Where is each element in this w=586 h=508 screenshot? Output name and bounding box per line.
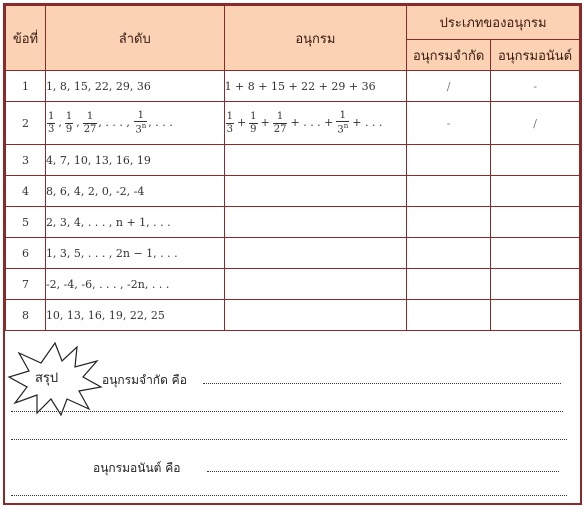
row-no: 1 [6,71,46,102]
row-no: 7 [6,269,46,300]
table-row [6,207,580,238]
row-series: 1 + 8 + 15 + 22 + 29 + 36 [224,71,407,102]
worksheet [3,3,582,505]
header-type: ประเภทของอนุกรม [407,6,580,40]
summary-label: สรุป [35,371,59,386]
table-row [6,300,580,331]
row-no: 2 [6,102,46,145]
row-no: 8 [6,300,46,331]
row-sequence: 4, 7, 10, 13, 16, 19 [45,145,224,176]
row-series-answer[interactable] [224,207,407,238]
fraction: $\frac{1}{9}$ [250,111,257,135]
row-no: 4 [6,176,46,207]
row-series-answer[interactable] [224,238,407,269]
row-finite-mark[interactable] [407,238,491,269]
row-infinite-mark[interactable] [491,238,580,269]
row-infinite-mark[interactable] [491,269,580,300]
fraction: $\frac{1}{27}$ [273,111,287,135]
summary-section [5,329,580,503]
series-table [5,5,580,331]
fraction: $\frac{1}{27}$ [83,111,97,135]
row-finite-mark[interactable] [407,269,491,300]
fraction: $\frac{1}{9}$ [65,111,73,135]
finite-answer-line[interactable] [11,411,563,412]
table-row [6,145,580,176]
table-row [6,176,580,207]
row-infinite-mark[interactable] [491,145,580,176]
row-finite-mark[interactable] [407,176,491,207]
row-sequence: 8, 6, 4, 2, 0, -2, -4 [45,176,224,207]
row-no: 6 [6,238,46,269]
infinite-answer-line[interactable] [11,495,567,496]
row-infinite-mark[interactable] [491,176,580,207]
row-finite-mark[interactable] [407,300,491,331]
fraction: $\frac{1}{3^n}$ [337,109,349,136]
fraction: $\frac{1}{3^n}$ [135,109,147,136]
row-series-answer[interactable] [224,145,407,176]
header-infinite: อนุกรมอนันต์ [491,40,580,71]
infinite-answer-line[interactable] [207,471,559,472]
row-infinite-mark[interactable] [491,300,580,331]
row-series-answer[interactable] [224,300,407,331]
table-row [6,269,580,300]
row-series-answer[interactable] [224,269,407,300]
row-no: 5 [6,207,46,238]
row-finite-mark: / [407,71,491,102]
row-infinite-mark: / [491,102,580,145]
finite-definition-prompt: อนุกรมจำกัด คือ [102,373,187,387]
table-row [6,102,580,145]
finite-answer-line[interactable] [11,439,567,440]
header-finite: อนุกรมจำกัด [407,40,491,71]
table-row [6,71,580,102]
finite-answer-line[interactable] [203,383,561,384]
row-sequence: 1, 3, 5, . . . , 2n − 1, . . . [45,238,224,269]
fraction: $\frac{1}{3}$ [226,111,233,135]
row-finite-mark[interactable] [407,145,491,176]
header-series: อนุกรม [224,6,407,71]
row-finite-mark[interactable] [407,207,491,238]
row-sequence: 10, 13, 16, 19, 22, 25 [45,300,224,331]
row-sequence: $\frac{1}{3}$ , $\frac{1}{9}$ , $\frac{1}{27}$ , . . . , $\frac{1}{3^n}$ , . . . [45,102,224,145]
row-infinite-mark: - [491,71,580,102]
row-sequence: -2, -4, -6, . . . , -2n, . . . [45,269,224,300]
row-finite-mark: - [407,102,491,145]
header-no: ข้อที่ [6,6,46,71]
fraction: $\frac{1}{3}$ [47,111,55,135]
row-series-answer[interactable] [224,176,407,207]
row-sequence: 2, 3, 4, . . . , n + 1, . . . [45,207,224,238]
row-infinite-mark[interactable] [491,207,580,238]
row-no: 3 [6,145,46,176]
infinite-definition-prompt: อนุกรมอนันต์ คือ [93,461,181,475]
row-series: $\frac{1}{3}$ + $\frac{1}{9}$ + $\frac{1}{27}$ + . . . + $\frac{1}{3^n}$ + . . . [224,102,407,145]
header-sequence: ลำดับ [45,6,224,71]
table-row [6,238,580,269]
row-sequence: 1, 8, 15, 22, 29, 36 [45,71,224,102]
